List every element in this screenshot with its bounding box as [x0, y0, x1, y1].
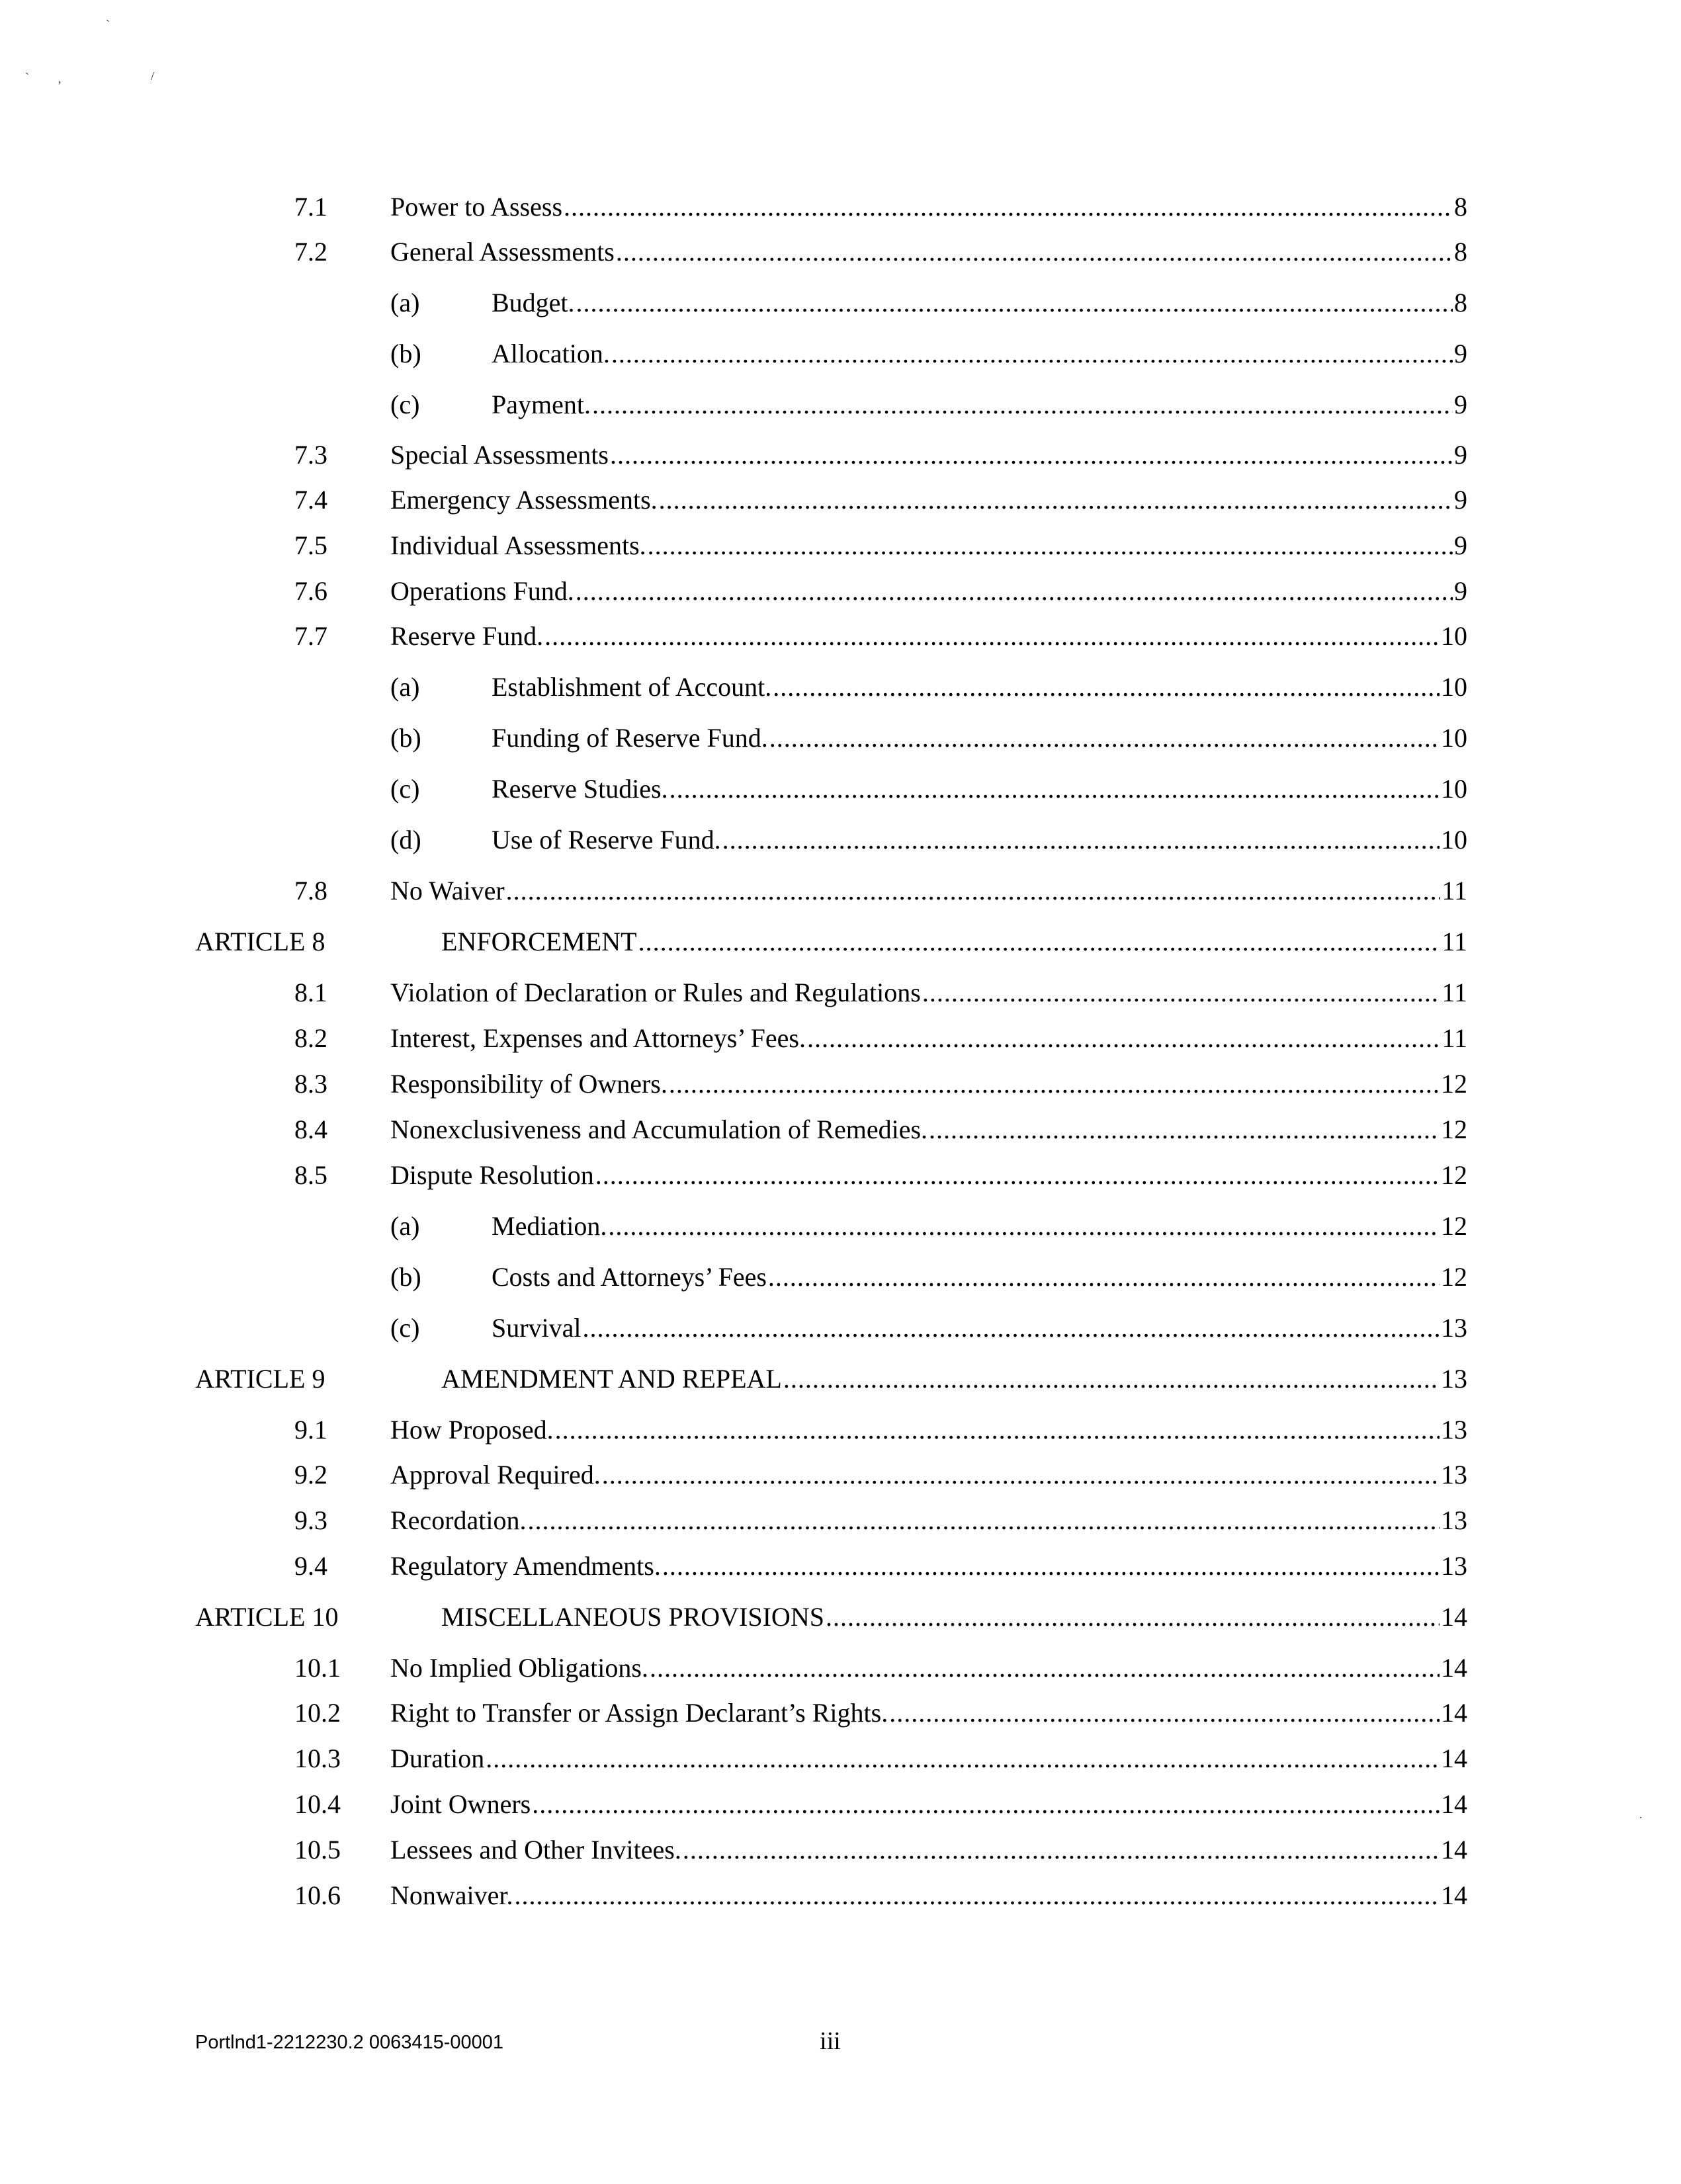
toc-entry-title: Individual Assessments.	[390, 530, 646, 560]
toc-entry-page-number: 10	[1441, 774, 1467, 804]
toc-entry-page-number: 13	[1441, 1551, 1467, 1581]
toc-entry-page-number: 11	[1442, 927, 1467, 956]
toc-section-row[interactable]	[0, 527, 1681, 564]
toc-entry-leader-line	[390, 1502, 1467, 1539]
toc-entry-leader-line	[390, 1020, 1467, 1057]
dot-leader	[648, 527, 1453, 564]
toc-entry-page-number: 11	[1442, 1023, 1467, 1053]
toc-article-row[interactable]	[0, 1361, 1681, 1398]
toc-entry-leader-line	[390, 437, 1467, 474]
toc-entry-page-number: 14	[1441, 1698, 1467, 1728]
toc-entry-leader-line	[492, 386, 1467, 423]
toc-entry-title: Nonwaiver.	[390, 1880, 513, 1910]
toc-entry-leader-line	[492, 669, 1467, 706]
dot-leader	[616, 233, 1453, 271]
toc-entry-number: 10.1	[294, 1653, 341, 1683]
dot-leader	[683, 1831, 1440, 1869]
dot-leader	[611, 335, 1453, 372]
toc-entry-page-number: 9	[1454, 440, 1467, 470]
toc-section-row[interactable]	[0, 1877, 1681, 1914]
toc-section-row[interactable]	[0, 1111, 1681, 1148]
toc-entry-page-number: 9	[1454, 390, 1467, 419]
toc-article-row[interactable]	[0, 1599, 1681, 1636]
toc-entry-number: 8.4	[294, 1114, 327, 1144]
toc-entry-leader-line	[492, 720, 1467, 757]
toc-entry-title: Right to Transfer or Assign Declarant’s Rights.	[390, 1698, 888, 1728]
dot-leader	[768, 1259, 1440, 1296]
dot-leader	[583, 1310, 1440, 1347]
toc-entry-leader-line	[441, 1361, 1467, 1398]
toc-subsection-row[interactable]	[0, 386, 1681, 423]
toc-entry-page-number: 14	[1441, 1880, 1467, 1910]
scan-speck: /	[151, 69, 155, 83]
toc-entry-leader-line	[492, 284, 1467, 321]
toc-section-row[interactable]	[0, 1456, 1681, 1493]
dot-leader	[610, 437, 1453, 474]
toc-entry-leader-line	[390, 1786, 1467, 1823]
toc-entry-leader-line	[390, 1411, 1467, 1449]
toc-entry-title: Lessees and Other Invitees.	[390, 1835, 681, 1865]
toc-entry-title: ENFORCEMENT	[441, 927, 637, 956]
toc-section-row[interactable]	[0, 233, 1681, 271]
toc-section-row[interactable]	[0, 974, 1681, 1011]
toc-entry-number: 8.5	[294, 1160, 327, 1190]
scan-speck: ,	[58, 72, 62, 85]
toc-section-row[interactable]	[0, 482, 1681, 519]
toc-entry-title: Payment.	[492, 390, 591, 419]
toc-entry-title: Dispute Resolution	[390, 1160, 594, 1190]
toc-entry-number: 9.3	[294, 1505, 327, 1535]
toc-entry-title: Use of Reserve Fund.	[492, 825, 721, 855]
toc-subsection-row[interactable]	[0, 1208, 1681, 1245]
toc-entry-leader-line	[390, 1066, 1467, 1103]
toc-section-row[interactable]	[0, 872, 1681, 909]
dot-leader	[722, 821, 1440, 859]
dot-leader	[576, 284, 1453, 321]
toc-entry-number: 8.2	[294, 1023, 327, 1053]
toc-entry-page-number: 10	[1441, 723, 1467, 753]
toc-entry-leader-line	[390, 1157, 1467, 1194]
toc-subsection-row[interactable]	[0, 771, 1681, 808]
toc-entry-number: 8.3	[294, 1069, 327, 1099]
toc-section-row[interactable]	[0, 1831, 1681, 1869]
dot-leader	[662, 1548, 1440, 1585]
dot-leader	[826, 1599, 1440, 1636]
toc-entry-number: (b)	[390, 723, 421, 753]
toc-entry-page-number: 11	[1442, 978, 1467, 1007]
toc-section-row[interactable]	[0, 1020, 1681, 1057]
toc-entry-number: (c)	[390, 390, 420, 419]
dot-leader	[769, 720, 1440, 757]
toc-entry-number: 10.6	[294, 1880, 341, 1910]
toc-entry-title: Nonexclusiveness and Accumulation of Remedies.	[390, 1114, 928, 1144]
toc-entry-title: No Waiver	[390, 876, 505, 905]
toc-entry-number: ARTICLE 8	[195, 927, 325, 956]
toc-entry-number: 8.1	[294, 978, 327, 1007]
dot-leader	[528, 1502, 1440, 1539]
toc-entry-title: Responsibility of Owners.	[390, 1069, 668, 1099]
toc-entry-leader-line	[390, 1650, 1467, 1687]
toc-entry-number: (a)	[390, 672, 420, 702]
toc-article-row[interactable]	[0, 923, 1681, 960]
toc-entry-number: 9.4	[294, 1551, 327, 1581]
toc-section-row[interactable]	[0, 1411, 1681, 1449]
toc-entry-number: 7.1	[294, 192, 327, 222]
toc-entry-title: Budget.	[492, 288, 575, 317]
toc-section-row[interactable]	[0, 1157, 1681, 1194]
toc-entry-title: Establishment of Account.	[492, 672, 772, 702]
toc-entry-number: 7.3	[294, 440, 327, 470]
dot-leader	[564, 189, 1453, 226]
toc-entry-leader-line	[390, 872, 1467, 909]
toc-entry-title: Duration	[390, 1743, 485, 1773]
toc-entry-page-number: 8	[1454, 237, 1467, 267]
toc-entry-page-number: 14	[1441, 1653, 1467, 1683]
toc-entry-page-number: 14	[1441, 1743, 1467, 1773]
toc-entry-title: Interest, Expenses and Attorneys’ Fees.	[390, 1023, 806, 1053]
toc-entry-leader-line	[390, 1831, 1467, 1869]
toc-entry-title: Recordation.	[390, 1505, 527, 1535]
toc-entry-page-number: 14	[1441, 1602, 1467, 1632]
toc-entry-page-number: 12	[1441, 1211, 1467, 1241]
toc-entry-page-number: 14	[1441, 1835, 1467, 1865]
toc-section-row[interactable]	[0, 1066, 1681, 1103]
toc-entry-leader-line	[390, 1695, 1467, 1732]
toc-entry-page-number: 12	[1441, 1069, 1467, 1099]
toc-subsection-row[interactable]	[0, 284, 1681, 321]
toc-entry-title: Emergency Assessments.	[390, 485, 658, 515]
toc-entry-number: 7.2	[294, 237, 327, 267]
dot-leader	[922, 974, 1441, 1011]
toc-entry-number: 7.4	[294, 485, 327, 515]
toc-entry-leader-line	[441, 923, 1467, 960]
toc-section-row[interactable]	[0, 1740, 1681, 1777]
toc-entry-title: Approval Required.	[390, 1460, 601, 1490]
toc-entry-number: (b)	[390, 1262, 421, 1292]
toc-subsection-row[interactable]	[0, 669, 1681, 706]
toc-entry-leader-line	[390, 618, 1467, 655]
toc-section-row[interactable]	[0, 1548, 1681, 1585]
scan-speck: `	[106, 18, 110, 31]
toc-entry-number: (d)	[390, 825, 421, 855]
toc-subsection-row[interactable]	[0, 720, 1681, 757]
dot-leader	[486, 1740, 1440, 1777]
toc-entry-page-number: 9	[1454, 485, 1467, 515]
toc-section-row[interactable]	[0, 437, 1681, 474]
toc-entry-number: 10.2	[294, 1698, 341, 1728]
dot-leader	[595, 1157, 1440, 1194]
dot-leader	[532, 1786, 1440, 1823]
toc-entry-number: (a)	[390, 1211, 420, 1241]
toc-subsection-row[interactable]	[0, 1310, 1681, 1347]
toc-section-row[interactable]	[0, 1650, 1681, 1687]
dot-leader	[929, 1111, 1440, 1148]
toc-entry-title: Funding of Reserve Fund.	[492, 723, 768, 753]
toc-entry-title: Special Assessments	[390, 440, 609, 470]
scan-speck: .	[1639, 1808, 1643, 1821]
dot-leader	[544, 618, 1440, 655]
toc-subsection-row[interactable]	[0, 821, 1681, 859]
toc-entry-leader-line	[492, 821, 1467, 859]
toc-entry-number: 7.6	[294, 576, 327, 606]
toc-entry-page-number: 9	[1454, 530, 1467, 560]
toc-entry-page-number: 9	[1454, 576, 1467, 606]
dot-leader	[515, 1877, 1440, 1914]
toc-subsection-row[interactable]	[0, 335, 1681, 372]
toc-entry-leader-line	[492, 1310, 1467, 1347]
toc-entry-title: Reserve Fund.	[390, 621, 544, 651]
toc-entry-number: 9.1	[294, 1415, 327, 1445]
toc-entry-leader-line	[390, 482, 1467, 519]
dot-leader	[650, 1650, 1440, 1687]
toc-entry-leader-line	[390, 974, 1467, 1011]
toc-entry-title: No Implied Obligations.	[390, 1653, 648, 1683]
dot-leader	[576, 573, 1453, 610]
toc-entry-page-number: 13	[1441, 1364, 1467, 1394]
toc-entry-page-number: 14	[1441, 1789, 1467, 1819]
toc-entry-number: ARTICLE 10	[195, 1602, 339, 1632]
dot-leader	[592, 386, 1453, 423]
toc-entry-page-number: 9	[1454, 339, 1467, 368]
dot-leader	[638, 923, 1441, 960]
toc-entry-number: ARTICLE 9	[195, 1364, 325, 1394]
toc-entry-title: AMENDMENT AND REPEAL	[441, 1364, 782, 1394]
toc-entry-title: Joint Owners	[390, 1789, 531, 1819]
toc-entry-title: General Assessments	[390, 237, 615, 267]
toc-entry-number: 7.8	[294, 876, 327, 905]
toc-entry-leader-line	[492, 1259, 1467, 1296]
toc-entry-title: Operations Fund.	[390, 576, 574, 606]
toc-entry-page-number: 13	[1441, 1415, 1467, 1445]
toc-entry-leader-line	[390, 233, 1467, 271]
dot-leader	[669, 771, 1440, 808]
toc-entry-title: Regulatory Amendments.	[390, 1551, 661, 1581]
footer-page-number: iii	[820, 2027, 841, 2055]
toc-entry-leader-line	[390, 1111, 1467, 1148]
toc-entry-number: 7.5	[294, 530, 327, 560]
toc-entry-title: MISCELLANEOUS PROVISIONS	[441, 1602, 824, 1632]
toc-section-row[interactable]	[0, 1502, 1681, 1539]
toc-entry-title: Power to Assess	[390, 192, 563, 222]
toc-entry-number: (a)	[390, 288, 420, 317]
toc-entry-number: 7.7	[294, 621, 327, 651]
dot-leader	[555, 1411, 1440, 1449]
dot-leader	[773, 669, 1440, 706]
toc-entry-page-number: 12	[1441, 1262, 1467, 1292]
toc-entry-number: (c)	[390, 1313, 420, 1343]
dot-leader	[659, 482, 1453, 519]
toc-entry-number: 9.2	[294, 1460, 327, 1490]
toc-entry-leader-line	[492, 335, 1467, 372]
toc-section-row[interactable]	[0, 573, 1681, 610]
toc-entry-number: (b)	[390, 339, 421, 368]
toc-entry-title: How Proposed.	[390, 1415, 554, 1445]
toc-entry-leader-line	[390, 1877, 1467, 1914]
dot-leader	[889, 1695, 1440, 1732]
toc-entry-leader-line	[492, 771, 1467, 808]
toc-section-row[interactable]	[0, 618, 1681, 655]
toc-entry-page-number: 11	[1442, 876, 1467, 905]
dot-leader	[783, 1361, 1440, 1398]
toc-entry-page-number: 8	[1454, 288, 1467, 317]
toc-entry-page-number: 10	[1441, 825, 1467, 855]
toc-entry-page-number: 10	[1441, 672, 1467, 702]
toc-entry-page-number: 13	[1441, 1460, 1467, 1490]
toc-entry-leader-line	[390, 189, 1467, 226]
dot-leader	[608, 1208, 1440, 1245]
toc-entry-number: (c)	[390, 774, 420, 804]
toc-entry-number: 10.4	[294, 1789, 341, 1819]
toc-entry-leader-line	[441, 1599, 1467, 1636]
dot-leader	[602, 1456, 1440, 1493]
toc-subsection-row[interactable]	[0, 1259, 1681, 1296]
toc-entry-page-number: 12	[1441, 1160, 1467, 1190]
toc-section-row[interactable]	[0, 189, 1681, 226]
dot-leader	[807, 1020, 1440, 1057]
toc-entry-leader-line	[390, 573, 1467, 610]
toc-entry-title: Survival	[492, 1313, 582, 1343]
toc-entry-title: Mediation.	[492, 1211, 607, 1241]
toc-entry-page-number: 13	[1441, 1505, 1467, 1535]
toc-entry-title: Allocation.	[492, 339, 610, 368]
dot-leader	[669, 1066, 1440, 1103]
toc-entry-leader-line	[492, 1208, 1467, 1245]
dot-leader	[506, 872, 1441, 909]
toc-entry-page-number: 10	[1441, 621, 1467, 651]
toc-entry-page-number: 8	[1454, 192, 1467, 222]
toc-entry-leader-line	[390, 1548, 1467, 1585]
toc-entry-page-number: 13	[1441, 1313, 1467, 1343]
toc-entry-title: Reserve Studies.	[492, 774, 668, 804]
toc-entry-page-number: 12	[1441, 1114, 1467, 1144]
toc-entry-title: Costs and Attorneys’ Fees	[492, 1262, 767, 1292]
toc-entry-leader-line	[390, 1740, 1467, 1777]
toc-entry-leader-line	[390, 1456, 1467, 1493]
toc-entry-title: Violation of Declaration or Rules and Regulations	[390, 978, 921, 1007]
footer-document-id: Portlnd1-2212230.2 0063415-00001	[195, 2032, 504, 2053]
toc-section-row[interactable]	[0, 1786, 1681, 1823]
toc-entry-number: 10.3	[294, 1743, 341, 1773]
toc-section-row[interactable]	[0, 1695, 1681, 1732]
scan-speck: `	[25, 71, 29, 84]
toc-entry-leader-line	[390, 527, 1467, 564]
toc-entry-number: 10.5	[294, 1835, 341, 1865]
